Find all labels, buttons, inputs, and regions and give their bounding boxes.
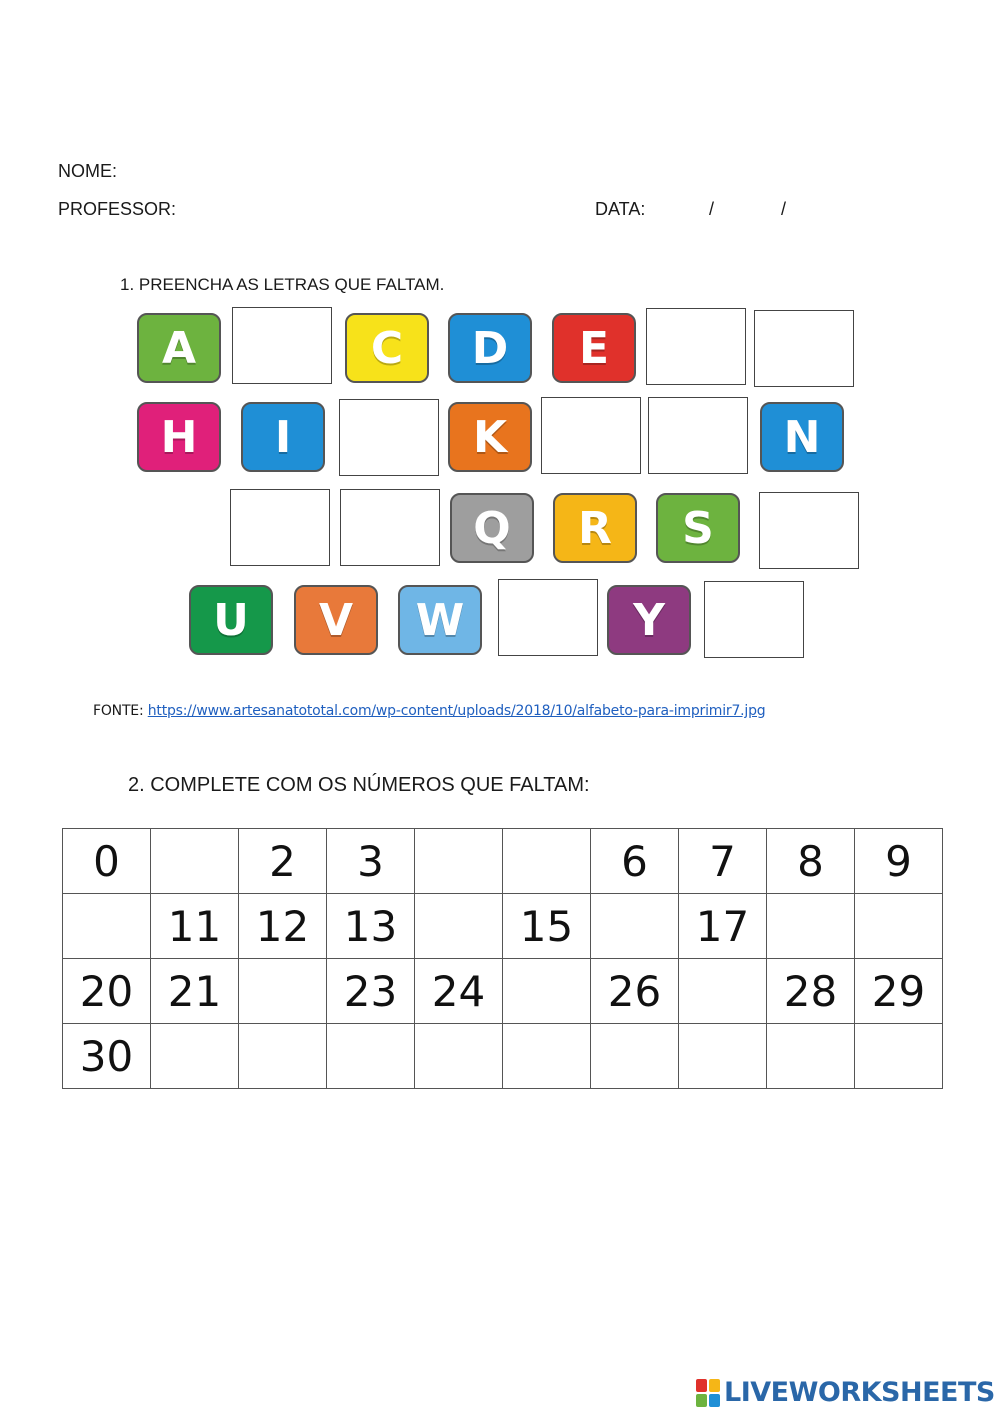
blank-letter-box[interactable] xyxy=(339,399,439,476)
grid-row xyxy=(63,894,943,959)
number-cell: 28 xyxy=(767,959,855,1024)
number-cell: 13 xyxy=(327,894,415,959)
blank-letter-box[interactable] xyxy=(704,581,804,658)
number-cell: 26 xyxy=(591,959,679,1024)
number-cell: 20 xyxy=(63,959,151,1024)
date-label: DATA: xyxy=(595,199,646,219)
blank-number-cell[interactable] xyxy=(239,959,327,1024)
letter-tile-s: S xyxy=(656,493,740,563)
letter-tile-k: K xyxy=(448,402,532,472)
letter-tile-v: V xyxy=(294,585,378,655)
letter-tile-n: N xyxy=(760,402,844,472)
letter-tile-u: U xyxy=(189,585,273,655)
blank-letter-box[interactable] xyxy=(232,307,332,384)
letter-tile-r: R xyxy=(553,493,637,563)
blank-letter-box[interactable] xyxy=(759,492,859,569)
number-cell: 9 xyxy=(855,829,943,894)
number-cell: 6 xyxy=(591,829,679,894)
blank-number-cell[interactable] xyxy=(415,1024,503,1089)
number-cell: 23 xyxy=(327,959,415,1024)
blank-letter-box[interactable] xyxy=(541,397,641,474)
blank-number-cell[interactable] xyxy=(591,894,679,959)
number-cell: 24 xyxy=(415,959,503,1024)
logo-mark-icon xyxy=(696,1379,720,1407)
blank-letter-box[interactable] xyxy=(754,310,854,387)
source-line xyxy=(93,703,765,719)
letter-tile-c: C xyxy=(345,313,429,383)
grid-row xyxy=(63,829,943,894)
number-cell: 2 xyxy=(239,829,327,894)
number-cell: 3 xyxy=(327,829,415,894)
letter-tile-q: Q xyxy=(450,493,534,563)
number-cell: 0 xyxy=(63,829,151,894)
date-separator-2: / xyxy=(781,199,787,219)
source-link[interactable]: https://www.artesanatototal.com/wp-content/uploads/2018/10/alfabeto-para-imprimir7.jpg xyxy=(147,703,766,719)
source-prefix: FONTE: xyxy=(93,703,144,719)
blank-number-cell[interactable] xyxy=(239,1024,327,1089)
letter-tile-h: H xyxy=(137,402,221,472)
letter-tile-i: I xyxy=(241,402,325,472)
blank-number-cell[interactable] xyxy=(591,1024,679,1089)
number-cell: 29 xyxy=(855,959,943,1024)
letter-tile-e: E xyxy=(552,313,636,383)
number-cell: 30 xyxy=(63,1024,151,1089)
blank-number-cell[interactable] xyxy=(151,1024,239,1089)
blank-number-cell[interactable] xyxy=(855,894,943,959)
number-cell: 12 xyxy=(239,894,327,959)
grid-row xyxy=(63,959,943,1024)
exercise-1-instruction: 1. PREENCHA AS LETRAS QUE FALTAM. xyxy=(120,275,445,294)
blank-letter-box[interactable] xyxy=(498,579,598,656)
exercise-2-instruction: 2. COMPLETE COM OS NÚMEROS QUE FALTAM: xyxy=(128,774,590,796)
letter-tile-d: D xyxy=(448,313,532,383)
blank-number-cell[interactable] xyxy=(327,1024,415,1089)
number-cell: 7 xyxy=(679,829,767,894)
blank-number-cell[interactable] xyxy=(855,1024,943,1089)
letter-tile-a: A xyxy=(137,313,221,383)
liveworksheets-logo xyxy=(696,1377,995,1408)
date-separator-1: / xyxy=(709,199,715,219)
number-cell: 17 xyxy=(679,894,767,959)
blank-number-cell[interactable] xyxy=(151,829,239,894)
blank-letter-box[interactable] xyxy=(648,397,748,474)
blank-number-cell[interactable] xyxy=(503,829,591,894)
blank-number-cell[interactable] xyxy=(767,1024,855,1089)
blank-letter-box[interactable] xyxy=(646,308,746,385)
letter-tile-y: Y xyxy=(607,585,691,655)
blank-letter-box[interactable] xyxy=(230,489,330,566)
blank-number-cell[interactable] xyxy=(415,894,503,959)
letter-tile-w: W xyxy=(398,585,482,655)
blank-number-cell[interactable] xyxy=(503,1024,591,1089)
number-grid xyxy=(62,828,943,1089)
teacher-label: PROFESSOR: xyxy=(58,199,177,219)
grid-row xyxy=(63,1024,943,1089)
number-cell: 8 xyxy=(767,829,855,894)
blank-number-cell[interactable] xyxy=(63,894,151,959)
blank-number-cell[interactable] xyxy=(415,829,503,894)
blank-letter-box[interactable] xyxy=(340,489,440,566)
number-cell: 15 xyxy=(503,894,591,959)
name-label: NOME: xyxy=(58,161,118,181)
blank-number-cell[interactable] xyxy=(679,1024,767,1089)
blank-number-cell[interactable] xyxy=(503,959,591,1024)
number-cell: 21 xyxy=(151,959,239,1024)
number-cell: 11 xyxy=(151,894,239,959)
blank-number-cell[interactable] xyxy=(679,959,767,1024)
blank-number-cell[interactable] xyxy=(767,894,855,959)
logo-text: LIVEWORKSHEETS xyxy=(724,1377,995,1408)
